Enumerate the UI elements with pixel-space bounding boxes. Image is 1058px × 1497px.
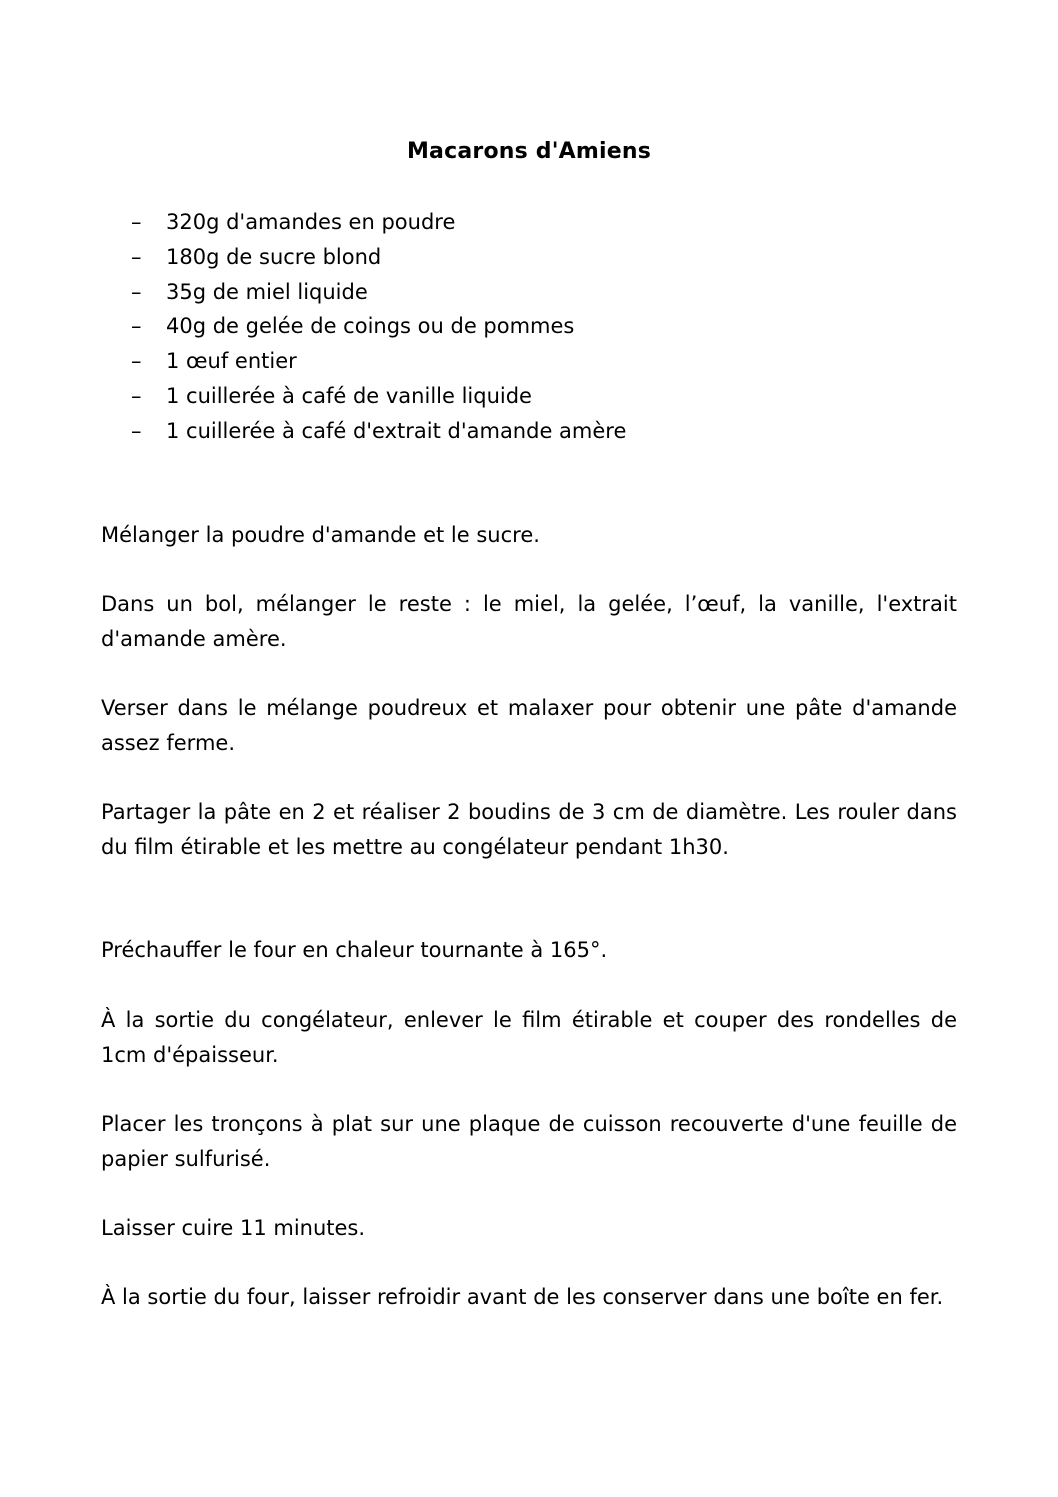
instruction-paragraph: Partager la pâte en 2 et réaliser 2 boudins de 3 cm de diamètre. Les rouler dans du film étirable et les mettre au congélateur pendant 1h30. [101, 800, 957, 859]
instruction-paragraph: Préchauffer le four en chaleur tournante à 165°. [101, 938, 608, 962]
ingredient-item [131, 309, 626, 344]
bullet-dash: – [131, 210, 142, 234]
ingredient-item [131, 379, 626, 414]
instruction-paragraph: À la sortie du congélateur, enlever le film étirable et couper des rondelles de 1cm d'épaisseur. [101, 1008, 957, 1067]
ingredient-text: 180g de sucre blond [166, 244, 382, 269]
ingredient-item [131, 205, 626, 240]
ingredient-list [131, 205, 626, 449]
ingredient-item [131, 344, 626, 379]
bullet-dash: – [131, 349, 142, 374]
bullet-dash: – [131, 383, 142, 408]
ingredient-text: 1 œuf entier [166, 349, 297, 374]
bullet-dash: – [131, 418, 142, 443]
ingredient-text: 1 cuillerée à café d'extrait d'amande amère [166, 418, 627, 443]
bullet-dash: – [131, 314, 142, 339]
bullet-dash: – [131, 244, 142, 269]
instruction-paragraph: Verser dans le mélange poudreux et malaxer pour obtenir une pâte d'amande assez ferme. [101, 696, 957, 755]
instruction-paragraph: Placer les tronçons à plat sur une plaque de cuisson recouverte d'une feuille de papier sulfurisé. [101, 1112, 957, 1171]
recipe-title: Macarons d'Amiens [406, 139, 652, 164]
ingredient-text: 40g de gelée de coings ou de pommes [166, 314, 575, 339]
instruction-paragraph: À la sortie du four, laisser refroidir avant de les conserver dans une boîte en fer. [101, 1285, 944, 1309]
instruction-paragraph: Mélanger la poudre d'amande et le sucre. [101, 523, 540, 547]
ingredient-item [131, 240, 626, 275]
instruction-paragraph: Dans un bol, mélanger le reste : le miel, la gelée, l’œuf, la vanille, l'extrait d'amande amère. [101, 592, 957, 651]
ingredient-text: 1 cuillerée à café de vanille liquide [166, 383, 532, 408]
ingredient-text: 320g d'amandes en poudre [166, 210, 456, 234]
ingredient-text: 35g de miel liquide [166, 279, 368, 304]
ingredient-item [131, 414, 626, 449]
instruction-paragraph: Laisser cuire 11 minutes. [101, 1216, 366, 1240]
ingredient-item [131, 275, 626, 310]
bullet-dash: – [131, 279, 142, 304]
